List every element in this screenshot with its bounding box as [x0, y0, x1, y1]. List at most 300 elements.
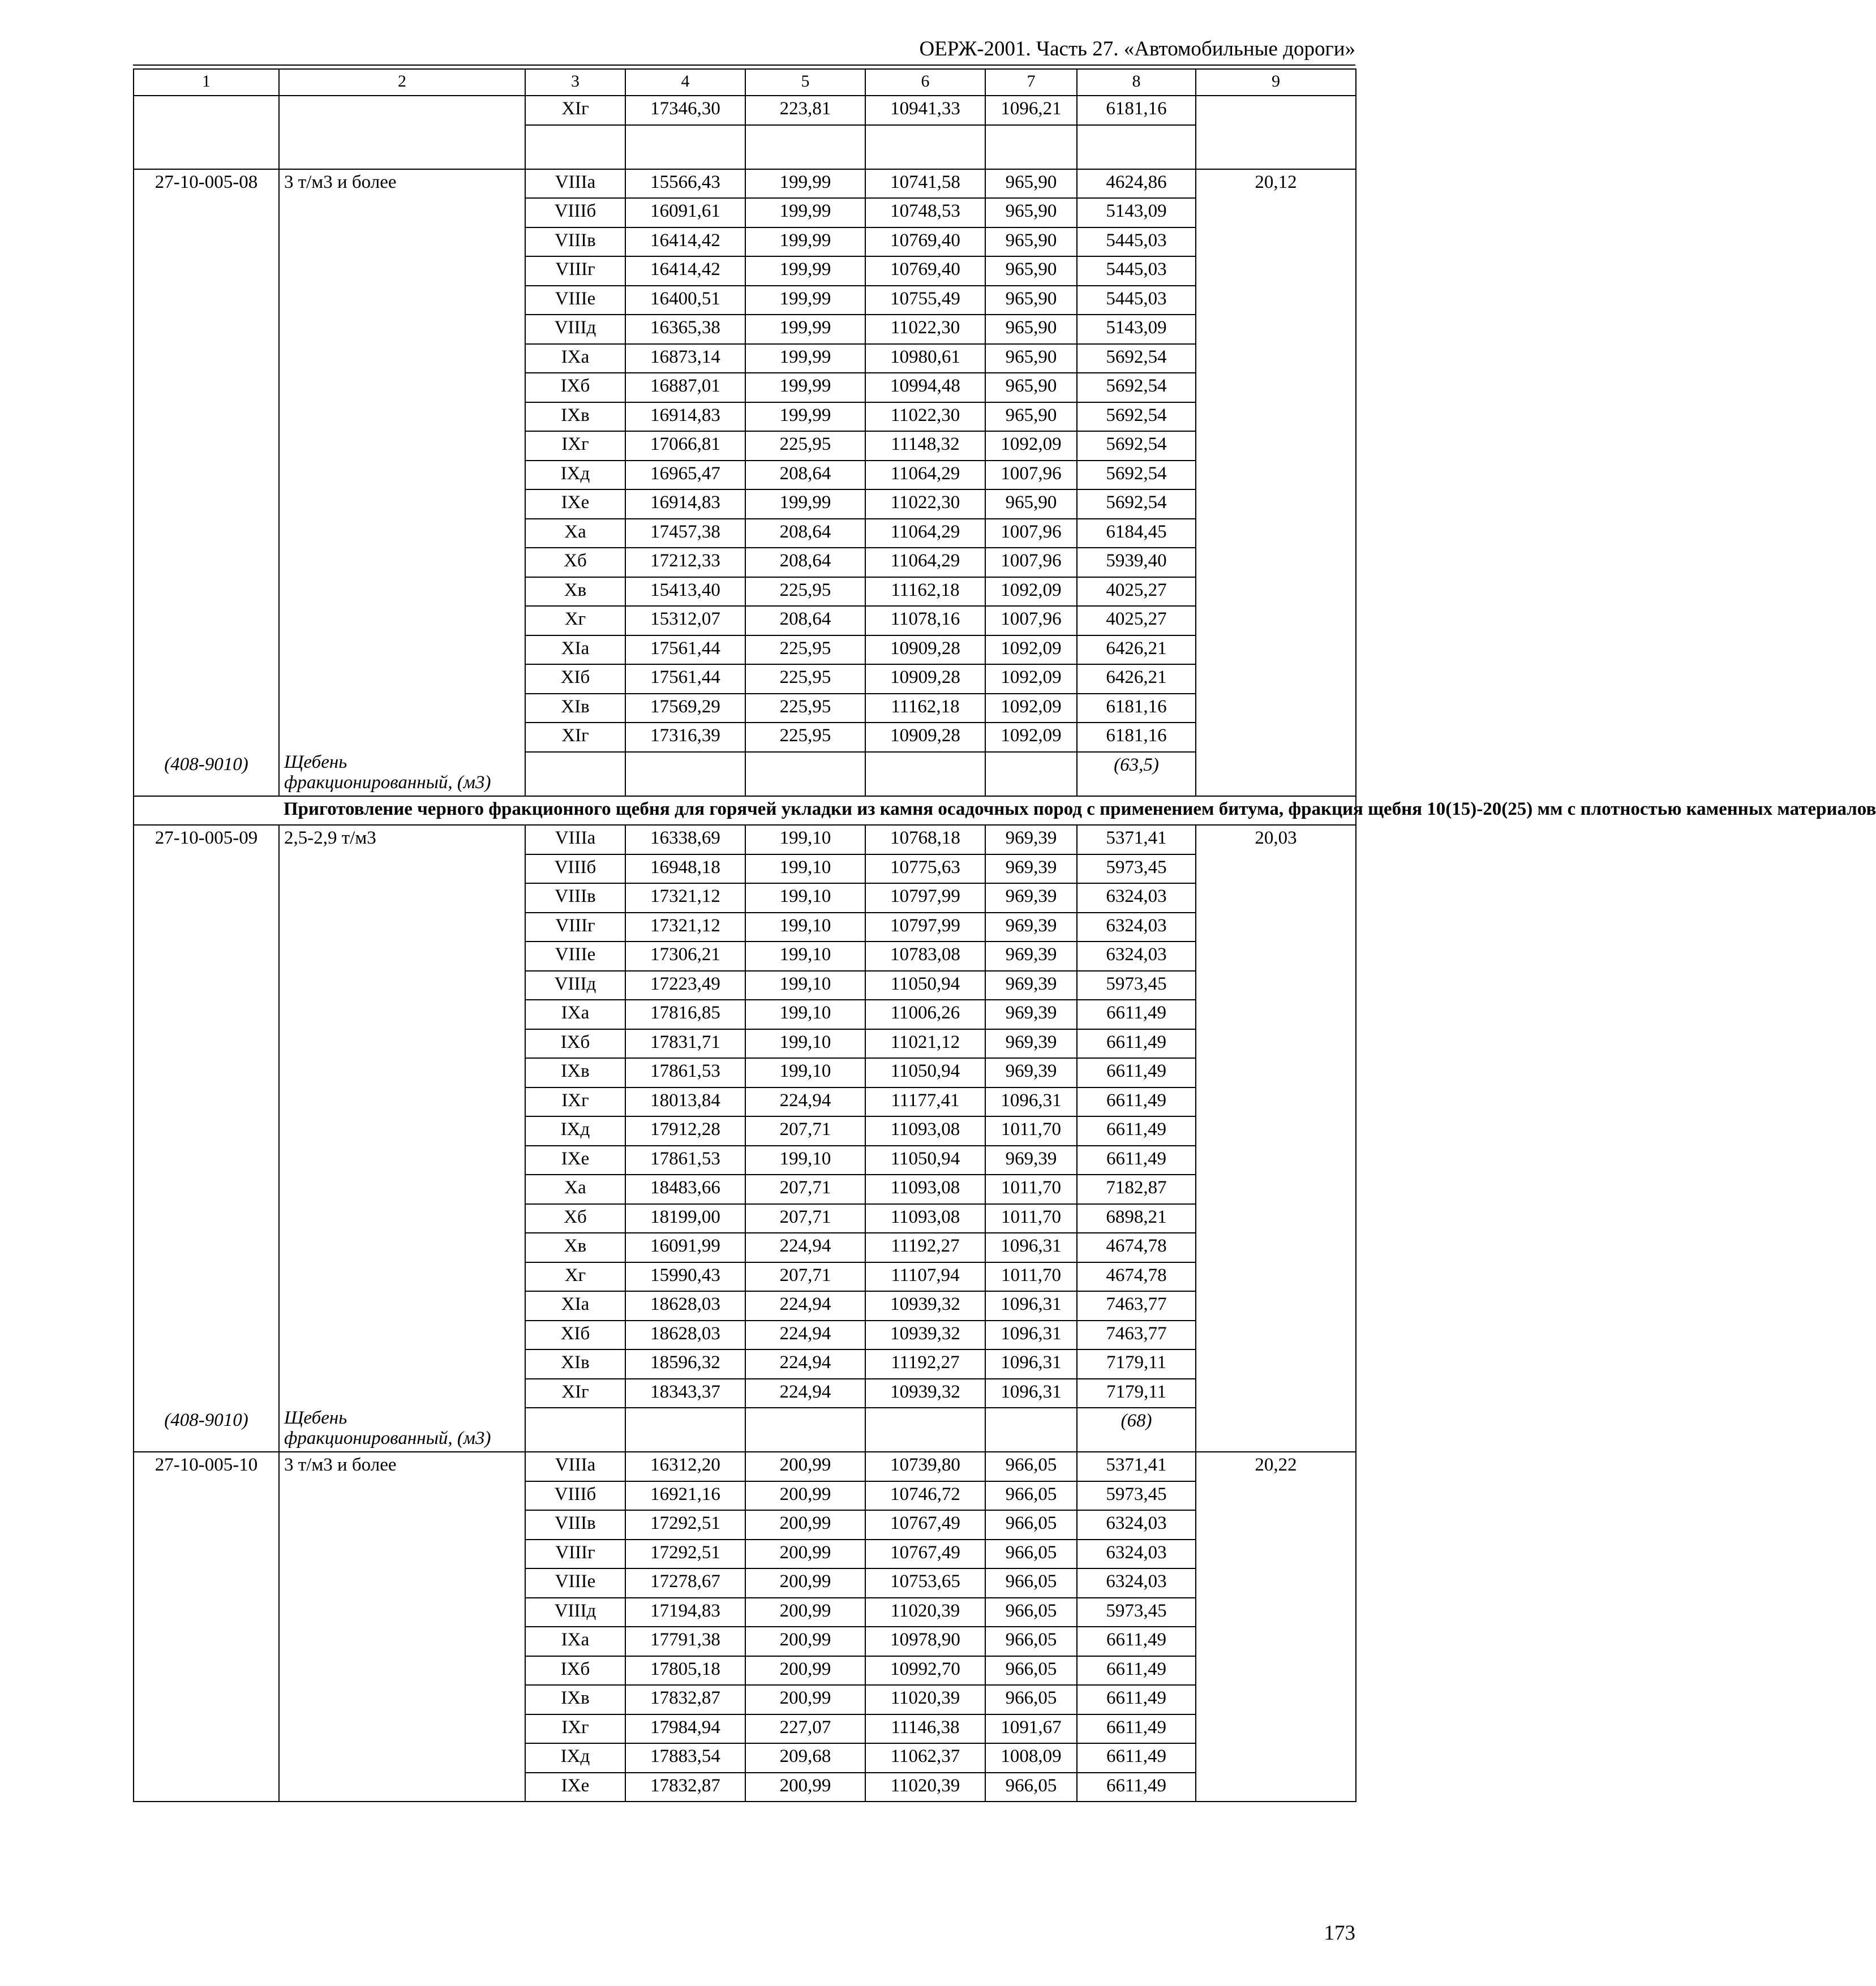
driver-wages-cell: 969,39 — [985, 883, 1077, 913]
materials-cell: 5973,45 — [1077, 971, 1196, 1000]
workers-cell — [1196, 1773, 1356, 1802]
total-cost-cell: 17805,18 — [625, 1656, 745, 1686]
workers-cell — [1196, 1000, 1356, 1029]
description-cell — [279, 1087, 525, 1117]
table-row — [134, 373, 1356, 402]
code-cell — [134, 577, 279, 607]
driver-wages-cell: 969,39 — [985, 854, 1077, 884]
materials-cell: 5692,54 — [1077, 402, 1196, 432]
machine-cost-cell: 10994,48 — [865, 373, 985, 402]
workers-cell — [1196, 694, 1356, 723]
code-cell — [134, 1087, 279, 1117]
total-cost-cell: 15413,40 — [625, 577, 745, 607]
materials-cell: 5973,45 — [1077, 854, 1196, 884]
total-cost-cell: 16414,42 — [625, 227, 745, 257]
table-row — [134, 431, 1356, 461]
wages-cell: 199,10 — [745, 825, 865, 854]
total-cost-cell: 18343,37 — [625, 1379, 745, 1408]
wages-cell: 225,95 — [745, 664, 865, 694]
driver-wages-cell: 965,90 — [985, 344, 1077, 373]
workers-cell — [1196, 913, 1356, 942]
material-name-cell: Щебень фракционированный, (м3) — [279, 752, 525, 796]
machine-cost-cell: 10941,33 — [865, 96, 985, 125]
description-cell — [279, 1540, 525, 1569]
description-cell — [279, 198, 525, 227]
description-cell — [279, 1029, 525, 1059]
materials-cell: 6181,16 — [1077, 694, 1196, 723]
machine-cost-cell: 10939,32 — [865, 1321, 985, 1350]
workers-cell — [1196, 1510, 1356, 1540]
header-title: ОЕРЖ-2001. Часть 27. «Автомобильные дороги» — [919, 37, 1355, 61]
zone-cell: XIг — [525, 1379, 625, 1408]
zone-cell: IXб — [525, 373, 625, 402]
materials-cell: 4624,86 — [1077, 169, 1196, 199]
total-cost-cell: 17292,51 — [625, 1540, 745, 1569]
code-cell — [134, 1568, 279, 1598]
code-cell — [134, 1058, 279, 1087]
code-cell — [134, 1773, 279, 1802]
total-cost-cell: 18596,32 — [625, 1349, 745, 1379]
materials-cell: 7179,11 — [1077, 1349, 1196, 1379]
wages-cell: 199,99 — [745, 402, 865, 432]
code-cell — [134, 1116, 279, 1146]
zone-cell: XIб — [525, 1321, 625, 1350]
description-cell — [279, 402, 525, 432]
table-row — [134, 913, 1356, 942]
total-cost-cell: 16914,83 — [625, 402, 745, 432]
total-cost-cell: 16914,83 — [625, 489, 745, 519]
driver-wages-cell: 969,39 — [985, 1029, 1077, 1059]
table-row — [134, 1058, 1356, 1087]
workers-cell: 20,03 — [1196, 825, 1356, 854]
empty-cell — [1196, 1408, 1356, 1452]
workers-cell — [1196, 942, 1356, 971]
code-cell — [134, 1029, 279, 1059]
table-row — [134, 1233, 1356, 1262]
machine-cost-cell: 11050,94 — [865, 971, 985, 1000]
code-cell — [134, 402, 279, 432]
column-number: 4 — [625, 69, 745, 96]
total-cost-cell: 15566,43 — [625, 169, 745, 199]
total-cost-cell: 17212,33 — [625, 548, 745, 577]
driver-wages-cell: 966,05 — [985, 1773, 1077, 1802]
description-cell — [279, 854, 525, 884]
description-cell — [279, 1204, 525, 1233]
workers-cell — [1196, 519, 1356, 548]
wages-cell: 225,95 — [745, 694, 865, 723]
total-cost-cell: 16312,20 — [625, 1452, 745, 1481]
code-cell — [134, 1349, 279, 1379]
page-number: 173 — [1324, 1921, 1355, 1945]
machine-cost-cell: 10939,32 — [865, 1379, 985, 1408]
workers-cell — [1196, 1058, 1356, 1087]
driver-wages-cell: 1096,31 — [985, 1291, 1077, 1321]
machine-cost-cell: 11162,18 — [865, 694, 985, 723]
workers-cell — [1196, 1321, 1356, 1350]
total-cost-cell: 16965,47 — [625, 461, 745, 490]
table-row — [134, 1379, 1356, 1408]
wages-cell: 209,68 — [745, 1743, 865, 1773]
total-cost-cell: 17883,54 — [625, 1743, 745, 1773]
workers-cell — [1196, 1262, 1356, 1292]
code-cell — [134, 315, 279, 344]
material-name-cell: Щебень фракционированный, (м3) — [279, 1408, 525, 1452]
empty-cell — [865, 125, 985, 169]
machine-cost-cell: 10769,40 — [865, 256, 985, 286]
table-row — [134, 1627, 1356, 1656]
driver-wages-cell: 1011,70 — [985, 1204, 1077, 1233]
machine-cost-cell: 11177,41 — [865, 1087, 985, 1117]
code-cell — [134, 1175, 279, 1204]
table-row — [134, 1714, 1356, 1744]
table-row — [134, 1452, 1356, 1481]
workers-cell — [1196, 373, 1356, 402]
materials-cell: 6611,49 — [1077, 1773, 1196, 1802]
machine-cost-cell: 10909,28 — [865, 635, 985, 665]
driver-wages-cell: 969,39 — [985, 913, 1077, 942]
zone-cell: VIIIе — [525, 1568, 625, 1598]
zone-cell: XIг — [525, 723, 625, 752]
wages-cell: 199,10 — [745, 971, 865, 1000]
total-cost-cell: 15990,43 — [625, 1262, 745, 1292]
description-cell — [279, 286, 525, 315]
materials-cell: 7463,77 — [1077, 1291, 1196, 1321]
table-row — [134, 1773, 1356, 1802]
driver-wages-cell: 965,90 — [985, 315, 1077, 344]
zone-cell: Xб — [525, 548, 625, 577]
empty-cell — [525, 752, 625, 796]
description-cell — [279, 1262, 525, 1292]
description-cell: 3 т/м3 и более — [279, 1452, 525, 1481]
driver-wages-cell: 1096,31 — [985, 1349, 1077, 1379]
column-number-row — [134, 69, 1356, 96]
empty-cell — [745, 1408, 865, 1452]
materials-cell: 6611,49 — [1077, 1627, 1196, 1656]
material-row — [134, 1408, 1356, 1452]
rates-table — [133, 68, 1876, 1802]
empty-cell — [525, 1408, 625, 1452]
code-cell — [134, 286, 279, 315]
wages-cell: 224,94 — [745, 1379, 865, 1408]
total-cost-cell: 16873,14 — [625, 344, 745, 373]
description-cell — [279, 373, 525, 402]
table-row — [134, 1598, 1356, 1627]
code-cell — [134, 198, 279, 227]
materials-cell: 6611,49 — [1077, 1656, 1196, 1686]
code-cell: 27-10-005-09 — [134, 825, 279, 854]
zone-cell: IXв — [525, 402, 625, 432]
empty-cell — [865, 1408, 985, 1452]
code-cell — [134, 1656, 279, 1686]
total-cost-cell: 17832,87 — [625, 1685, 745, 1714]
materials-cell: 6611,49 — [1077, 1116, 1196, 1146]
wages-cell: 199,99 — [745, 286, 865, 315]
wages-cell: 199,10 — [745, 942, 865, 971]
zone-cell: XIв — [525, 1349, 625, 1379]
machine-cost-cell: 10797,99 — [865, 913, 985, 942]
code-cell — [134, 694, 279, 723]
zone-cell: IXб — [525, 1029, 625, 1059]
machine-cost-cell: 11078,16 — [865, 606, 985, 635]
wages-cell: 199,99 — [745, 373, 865, 402]
wages-cell: 199,99 — [745, 198, 865, 227]
materials-cell: 7179,11 — [1077, 1379, 1196, 1408]
total-cost-cell: 18013,84 — [625, 1087, 745, 1117]
material-value-cell — [1077, 125, 1196, 169]
description-cell — [279, 694, 525, 723]
wages-cell: 199,10 — [745, 1029, 865, 1059]
code-cell — [134, 854, 279, 884]
empty-cell — [625, 125, 745, 169]
code-cell — [134, 1540, 279, 1569]
zone-cell: XIг — [525, 96, 625, 125]
materials-cell: 6611,49 — [1077, 1000, 1196, 1029]
workers-cell — [1196, 1598, 1356, 1627]
workers-cell — [1196, 1233, 1356, 1262]
total-cost-cell: 16365,38 — [625, 315, 745, 344]
zone-cell: IXа — [525, 1627, 625, 1656]
machine-cost-cell: 11050,94 — [865, 1058, 985, 1087]
materials-cell: 6324,03 — [1077, 883, 1196, 913]
machine-cost-cell: 11093,08 — [865, 1116, 985, 1146]
description-cell: 3 т/м3 и более — [279, 169, 525, 199]
wages-cell: 225,95 — [745, 723, 865, 752]
workers-cell — [1196, 1116, 1356, 1146]
code-cell — [134, 96, 279, 125]
description-cell — [279, 664, 525, 694]
total-cost-cell: 17321,12 — [625, 883, 745, 913]
description-cell — [279, 96, 525, 125]
empty-cell — [985, 752, 1077, 796]
workers-cell — [1196, 664, 1356, 694]
driver-wages-cell: 969,39 — [985, 942, 1077, 971]
machine-cost-cell: 10755,49 — [865, 286, 985, 315]
table-row — [134, 315, 1356, 344]
column-number: 6 — [865, 69, 985, 96]
machine-cost-cell: 11162,18 — [865, 577, 985, 607]
wages-cell: 200,99 — [745, 1627, 865, 1656]
workers-cell — [1196, 883, 1356, 913]
table-row — [134, 1540, 1356, 1569]
zone-cell: IXа — [525, 344, 625, 373]
wages-cell: 224,94 — [745, 1291, 865, 1321]
table-row — [134, 1204, 1356, 1233]
zone-cell: VIIIа — [525, 825, 625, 854]
materials-cell: 5692,54 — [1077, 373, 1196, 402]
zone-cell: IXг — [525, 431, 625, 461]
table-row — [134, 1656, 1356, 1686]
workers-cell — [1196, 1685, 1356, 1714]
column-number: 9 — [1196, 69, 1356, 96]
description-cell — [279, 227, 525, 257]
code-cell: 27-10-005-08 — [134, 169, 279, 199]
table-row — [134, 1116, 1356, 1146]
materials-cell: 4674,78 — [1077, 1262, 1196, 1292]
description-cell — [279, 1116, 525, 1146]
code-cell — [134, 1233, 279, 1262]
total-cost-cell: 18199,00 — [625, 1204, 745, 1233]
machine-cost-cell: 10797,99 — [865, 883, 985, 913]
zone-cell: IXд — [525, 1743, 625, 1773]
table-row — [134, 1321, 1356, 1350]
machine-cost-cell: 10909,28 — [865, 723, 985, 752]
wages-cell: 207,71 — [745, 1204, 865, 1233]
materials-cell: 5692,54 — [1077, 431, 1196, 461]
total-cost-cell: 18483,66 — [625, 1175, 745, 1204]
materials-cell: 6426,21 — [1077, 635, 1196, 665]
total-cost-cell: 17561,44 — [625, 664, 745, 694]
wages-cell: 208,64 — [745, 548, 865, 577]
driver-wages-cell: 1092,09 — [985, 694, 1077, 723]
machine-cost-cell: 10748,53 — [865, 198, 985, 227]
table-row — [134, 1029, 1356, 1059]
code-cell — [134, 606, 279, 635]
description-cell — [279, 1379, 525, 1408]
description-cell — [279, 1233, 525, 1262]
machine-cost-cell: 11064,29 — [865, 461, 985, 490]
description-cell — [279, 1773, 525, 1802]
total-cost-cell: 17278,67 — [625, 1568, 745, 1598]
materials-cell: 4674,78 — [1077, 1233, 1196, 1262]
description-cell — [279, 1481, 525, 1511]
machine-cost-cell: 11020,39 — [865, 1598, 985, 1627]
zone-cell: Xб — [525, 1204, 625, 1233]
material-name-cell — [279, 125, 525, 169]
driver-wages-cell: 1096,31 — [985, 1233, 1077, 1262]
code-cell — [134, 1598, 279, 1627]
wages-cell: 199,10 — [745, 913, 865, 942]
driver-wages-cell: 969,39 — [985, 1000, 1077, 1029]
table-row — [134, 1291, 1356, 1321]
column-number: 3 — [525, 69, 625, 96]
zone-cell: XIа — [525, 635, 625, 665]
wages-cell: 200,99 — [745, 1685, 865, 1714]
page-header — [133, 33, 1355, 66]
code-cell — [134, 256, 279, 286]
workers-cell — [1196, 315, 1356, 344]
machine-cost-cell: 10746,72 — [865, 1481, 985, 1511]
code-cell — [134, 489, 279, 519]
machine-cost-cell: 10783,08 — [865, 942, 985, 971]
table-row — [134, 694, 1356, 723]
driver-wages-cell: 1096,21 — [985, 96, 1077, 125]
wages-cell: 200,99 — [745, 1568, 865, 1598]
section-title: Приготовление черного фракционного щебня для горячей укладки из камня осадочных пород с применением битума, фракция щебня 10(15)-20(25) мм с плотностью каменных материалов — [279, 796, 1356, 826]
machine-cost-cell: 10909,28 — [865, 664, 985, 694]
table-row — [134, 227, 1356, 257]
empty-cell — [625, 752, 745, 796]
total-cost-cell: 16414,42 — [625, 256, 745, 286]
driver-wages-cell: 966,05 — [985, 1481, 1077, 1511]
table-row — [134, 664, 1356, 694]
table-row — [134, 883, 1356, 913]
total-cost-cell: 17292,51 — [625, 1510, 745, 1540]
zone-cell: VIIIа — [525, 169, 625, 199]
empty-cell — [134, 796, 279, 826]
material-code-cell — [134, 125, 279, 169]
code-cell — [134, 1291, 279, 1321]
description-cell — [279, 1291, 525, 1321]
empty-cell — [985, 125, 1077, 169]
description-cell — [279, 315, 525, 344]
materials-cell: 5371,41 — [1077, 1452, 1196, 1481]
code-cell — [134, 1262, 279, 1292]
materials-cell: 5939,40 — [1077, 548, 1196, 577]
description-cell — [279, 461, 525, 490]
machine-cost-cell: 10980,61 — [865, 344, 985, 373]
description-cell — [279, 1510, 525, 1540]
description-cell — [279, 577, 525, 607]
description-cell — [279, 606, 525, 635]
materials-cell: 5445,03 — [1077, 256, 1196, 286]
total-cost-cell: 16887,01 — [625, 373, 745, 402]
driver-wages-cell: 1007,96 — [985, 519, 1077, 548]
zone-cell: VIIIд — [525, 1598, 625, 1627]
materials-cell: 5143,09 — [1077, 198, 1196, 227]
zone-cell: IXг — [525, 1087, 625, 1117]
driver-wages-cell: 1007,96 — [985, 606, 1077, 635]
wages-cell: 199,10 — [745, 1058, 865, 1087]
workers-cell — [1196, 402, 1356, 432]
total-cost-cell: 16338,69 — [625, 825, 745, 854]
materials-cell: 6324,03 — [1077, 1540, 1196, 1569]
machine-cost-cell: 11062,37 — [865, 1743, 985, 1773]
driver-wages-cell: 966,05 — [985, 1510, 1077, 1540]
machine-cost-cell: 10775,63 — [865, 854, 985, 884]
table-row — [134, 256, 1356, 286]
code-cell — [134, 942, 279, 971]
workers-cell — [1196, 1627, 1356, 1656]
zone-cell: VIIIб — [525, 854, 625, 884]
materials-cell: 6324,03 — [1077, 1510, 1196, 1540]
table-row — [134, 461, 1356, 490]
driver-wages-cell: 1091,67 — [985, 1714, 1077, 1744]
description-cell — [279, 1175, 525, 1204]
material-code-cell: (408-9010) — [134, 1408, 279, 1452]
materials-cell: 6426,21 — [1077, 664, 1196, 694]
table-row — [134, 1146, 1356, 1175]
materials-cell: 5371,41 — [1077, 825, 1196, 854]
workers-cell — [1196, 1291, 1356, 1321]
description-cell — [279, 1656, 525, 1686]
materials-cell: 5143,09 — [1077, 315, 1196, 344]
table-row — [134, 635, 1356, 665]
table-row — [134, 519, 1356, 548]
wages-cell: 199,10 — [745, 883, 865, 913]
empty-cell — [985, 1408, 1077, 1452]
table-row — [134, 1175, 1356, 1204]
zone-cell: VIIIг — [525, 913, 625, 942]
driver-wages-cell: 1008,09 — [985, 1743, 1077, 1773]
table-row — [134, 1685, 1356, 1714]
materials-cell: 6324,03 — [1077, 913, 1196, 942]
driver-wages-cell: 1011,70 — [985, 1116, 1077, 1146]
total-cost-cell: 18628,03 — [625, 1291, 745, 1321]
machine-cost-cell: 10753,65 — [865, 1568, 985, 1598]
workers-cell — [1196, 227, 1356, 257]
workers-cell — [1196, 723, 1356, 752]
description-cell — [279, 1714, 525, 1744]
driver-wages-cell: 1096,31 — [985, 1379, 1077, 1408]
description-cell — [279, 548, 525, 577]
materials-cell: 6898,21 — [1077, 1204, 1196, 1233]
zone-cell: IXб — [525, 1656, 625, 1686]
empty-cell — [625, 1408, 745, 1452]
material-row — [134, 752, 1356, 796]
material-row — [134, 125, 1356, 169]
materials-cell: 6611,49 — [1077, 1146, 1196, 1175]
machine-cost-cell: 11020,39 — [865, 1773, 985, 1802]
